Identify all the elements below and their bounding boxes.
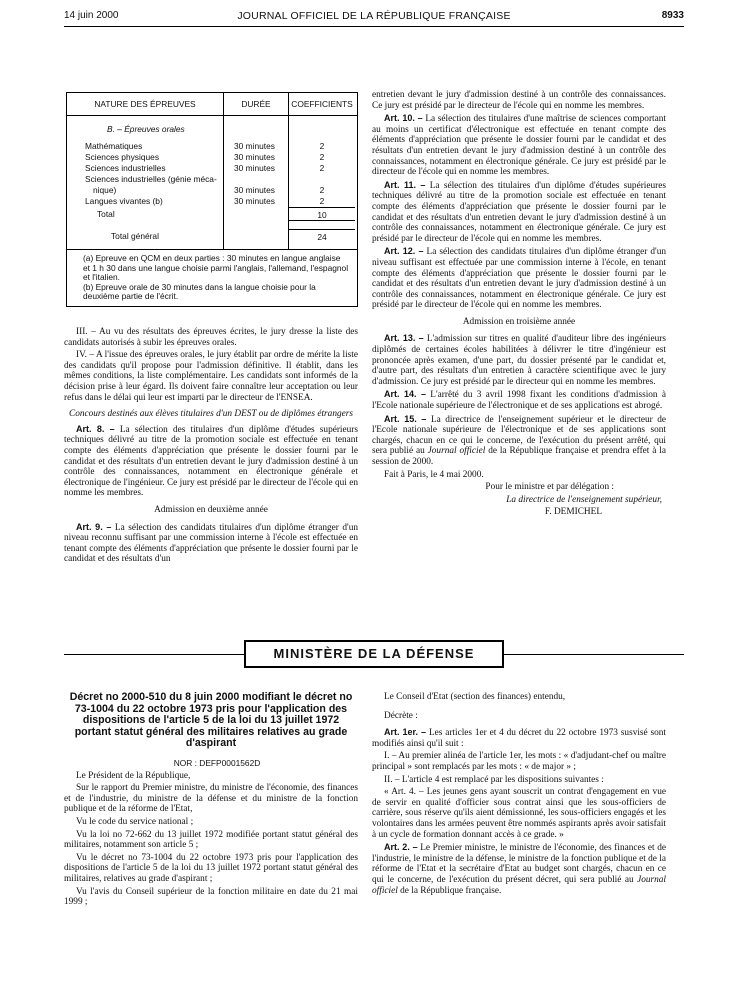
article-9-continued: entretien devant le jury d'admission destiné à un contrôle des connaissances. Ce jury est présidé par le directeur de l'école qui en nomme les membres. xyxy=(372,90,666,111)
decree-president: Le Président de la République, xyxy=(76,770,191,781)
table-row xyxy=(67,185,357,196)
table-grand-total-row xyxy=(67,229,357,243)
exam-table xyxy=(66,92,358,307)
decree-right-column xyxy=(372,692,666,898)
table-cell-coef xyxy=(289,174,355,185)
paragraph-iii: III. – Au vu des résultats des épreuves écrites, le jury dresse la liste des candidats autorisés à subir les épreuves orales. xyxy=(64,327,358,348)
table-row xyxy=(67,196,357,207)
decree-art-4-text: « Art. 4. – Les jeunes gens ayant souscrit un contrat d'engagement en vue de servir en qualité d'officier sous contrat ainsi que les sous-officiers de carrière, sous réserve qu'ils aient démissionné, les sous-officiers engagés et les volontaires dans les armées peuvent être nommés aspirants après avoir satisfait à un cycle de formation donnant accès à ce grade. » xyxy=(372,787,666,840)
table-cell-label: Sciences physiques xyxy=(67,152,224,163)
table-header-duree: DURÉE xyxy=(224,93,289,115)
table-section-title: B. – Épreuves orales xyxy=(67,124,224,135)
right-column xyxy=(372,90,666,520)
table-grand-total-label: Total général xyxy=(67,229,224,243)
table-note-a: (a) Epreuve en QCM en deux parties : 30 minutes en langue anglaise et 1 h 30 dans une langue choisie parmi l'anglais, l'allemand, l'espagnol et l'italien. xyxy=(83,253,349,283)
section-admission-3: Admission en troisième année xyxy=(462,316,576,327)
decree-title: Décret no 2000-510 du 8 juin 2000 modifiant le décret no 73-1004 du 22 octobre 1973 pris pour l'application des dispositions de l'article 5 de la loi du 13 juillet 1972 portant statut général des militaires relatives au grade d'aspirant xyxy=(69,691,353,750)
decree-nor: NOR : DEFP0001562D xyxy=(173,757,261,768)
table-cell-label: nique) xyxy=(67,185,224,196)
article-8: Art. 8. – La sélection des titulaires d'un diplôme d'études supérieurs techniques délivré au titre de la promotion sociale est effectuée en tenant compte des éléments d'appréciation que présente le dossier fourni par le candidat et des résultats d'un entretien devant le jury d'admission destiné à un contrôle des connaissances, notamment en électronique générale et électronique de l'ingénieur. Ce jury est présidé par le directeur de l'école qui en nomme les membres. xyxy=(64,423,359,499)
decree-left-column xyxy=(64,692,358,910)
table-cell-duration xyxy=(224,174,289,185)
header-date: 14 juin 2000 xyxy=(64,10,119,21)
table-total-row xyxy=(67,207,357,221)
header-rule xyxy=(64,26,684,27)
article-12: Art. 12. – La sélection des candidats titulaires d'un diplôme étranger d'un niveau suffisant est effectuée par une commission interne à l'école, en tenant compte des éléments d'appréciation que présente le dossier fourni par le candidat et des résultats d'un entretien devant le jury d'admission destiné à un contrôle des connaissances, notamment en électronique générale. Ce jury est présidé par le directeur de l'école qui en nomme les membres. xyxy=(372,246,666,311)
decree-article-1: Art. 1er. – Les articles 1er et 4 du décret du 22 octobre 1973 susvisé sont modifiés ainsi qu'il suit : xyxy=(372,727,667,749)
table-cell-duration: 30 minutes xyxy=(224,141,289,152)
decree-vu-code: Vu le code du service national ; xyxy=(76,816,194,827)
page-header xyxy=(64,10,684,26)
header-journal-title: JOURNAL OFFICIEL DE LA RÉPUBLIQUE FRANÇAISE xyxy=(237,10,511,22)
table-cell-duration: 30 minutes xyxy=(224,163,289,174)
left-column xyxy=(64,327,358,567)
table-cell-duration: 30 minutes xyxy=(224,196,289,207)
table-grand-total-value: 24 xyxy=(289,229,355,243)
section-concours: Concours destinés aux élèves titulaires d'un DEST ou de diplômes étrangers xyxy=(69,409,353,420)
article-15: Art. 15. – La directrice de l'enseignement supérieur et le directeur de l'Ecole nationale supérieure de l'électronique et de ses applications sont chargés, chacun en ce qui le concerne, de l'exécution du présent arrêté, qui sera publié au Journal officiel de la République française et prendra effet à la session de 2000. xyxy=(372,413,666,467)
article-13: Art. 13. – L'admission sur titres en qualité d'auditeur libre des ingénieurs diplômés de certaines écoles habilitées à délivrer le titre d'ingénieur est prononcée après examen, d'une part, du dossier présenté par le candidat et, d'autre part, des résultats d'un entretien à caractère scientifique avec le jury d'admission. Ce jury est présidé par le directeur qui en nomme les membres. xyxy=(372,333,667,387)
fait-a-paris: Fait à Paris, le 4 mai 2000. xyxy=(384,469,484,480)
table-header-coef: COEFFICIENTS xyxy=(291,99,353,109)
table-cell-label: Langues vivantes (b) xyxy=(67,196,224,207)
decree-rapport: Sur le rapport du Premier ministre, du ministre de l'économie, des finances et de l'industrie, du ministre de la défense et du ministre de la fonction publique et de la réforme de l'Etat, xyxy=(64,783,358,815)
table-cell-coef: 2 xyxy=(319,185,325,195)
article-14: Art. 14. – L'arrêté du 3 avril 1998 fixant les conditions d'admission à l'Ecole nationale supérieure de l'électronique et de ses applications est abrogé. xyxy=(372,389,667,412)
section-admission-2: Admission en deuxième année xyxy=(154,504,268,515)
signature-line-2: La directrice de l'enseignement supérieur, xyxy=(506,494,662,505)
decree-vu-avis: Vu l'avis du Conseil supérieur de la fonction militaire en date du 21 mai 1999 ; xyxy=(64,886,358,908)
table-note-b: (b) Epreuve orale de 30 minutes dans la langue choisie pour la deuxième partie de l'écrit. xyxy=(83,281,316,302)
table-row xyxy=(67,163,357,174)
table-cell-label: Mathématiques xyxy=(67,141,224,152)
table-total-value: 10 xyxy=(289,207,355,221)
table-row xyxy=(67,174,357,185)
table-cell-duration: 30 minutes xyxy=(224,185,289,196)
signature-line-1: Pour le ministre et par délégation : xyxy=(485,482,614,493)
decree-article-2: Art. 2. – Le Premier ministre, le ministre de l'économie, des finances et de l'industrie, le ministre de la défense, le ministre de la fonction publique et de la réforme de l'Etat et la secrétaire d'Etat au budget sont chargés, chacun en ce qui le concerne, de l'exécution du présent décret, qui sera publié au Journal officiel de la République française. xyxy=(372,842,666,896)
table-cell-duration: 30 minutes xyxy=(224,152,289,163)
decree-item-i: I. – Au premier alinéa de l'article 1er, les mots : « d'adjudant-chef ou maître principal » sont remplacés par les mots : « de major » ; xyxy=(372,751,666,772)
table-cell-label: Sciences industrielles (génie méca- xyxy=(67,174,224,185)
ministry-title: MINISTÈRE DE LA DÉFENSE xyxy=(244,640,504,668)
table-cell-coef: 2 xyxy=(319,163,325,173)
article-11: Art. 11. – La sélection des titulaires d'un diplôme d'études supérieures techniques délivré au titre de la promotion sociale est effectuée en tenant compte des éléments d'appréciation que présente le dossier fourni par le candidat et des résultats d'un entretien devant le jury d'admission destiné à un contrôle des connaissances, notamment en électronique générale. Ce jury est présidé par le directeur de l'école qui en nomme les membres. xyxy=(372,179,667,244)
table-cell-coef: 2 xyxy=(319,152,325,162)
signature-name: F. DEMICHEL xyxy=(544,507,602,518)
table-total-label: Total xyxy=(67,207,224,221)
decree-vu-loi: Vu la loi no 72-662 du 13 juillet 1972 modifiée portant statut général des militaires, notamment son article 5 ; xyxy=(64,829,358,851)
table-cell-coef: 2 xyxy=(319,196,325,206)
decree-conseil: Le Conseil d'Etat (section des finances) entendu, xyxy=(384,692,566,702)
decree-decrete: Décrète : xyxy=(384,710,418,721)
decree-item-ii: II. – L'article 4 est remplacé par les dispositions suivantes : xyxy=(384,774,604,785)
table-cell-coef: 2 xyxy=(319,141,325,151)
article-9: Art. 9. – La sélection des candidats titulaires d'un diplôme étranger d'un niveau reconnu suffisant par une commission interne à l'école est effectuée en tenant compte des éléments d'appréciation que présente le dossier fourni par le candidat et des résultats d'un xyxy=(64,521,359,565)
article-10: Art. 10. – La sélection des titulaires d'une maîtrise de sciences comportant au moins un certificat d'électronique est effectuée en tenant compte des éléments d'appréciation que présente le dossier fourni par le candidat et des résultats d'un entretien devant le jury d'admission destiné à un contrôle des connaissances, notamment en électronique générale. Ce jury est présidé par le directeur de l'école qui en nomme les membres. xyxy=(372,113,666,178)
decree-vu-decret: Vu le décret no 73-1004 du 22 octobre 1973 pris pour l'application des dispositions de l'article 5 de la loi du 13 juillet 1972 portant statut général des militaires, relatives au grade d'aspirant ; xyxy=(64,852,358,884)
table-row xyxy=(67,141,357,152)
table-header-row xyxy=(67,93,357,116)
table-cell-label: Sciences industrielles xyxy=(67,163,224,174)
table-row xyxy=(67,152,357,163)
table-header-nature: NATURE DES ÉPREUVES xyxy=(67,93,224,115)
table-notes xyxy=(67,249,357,306)
paragraph-iv: IV. – A l'issue des épreuves orales, le jury établit par ordre de mérite la liste des candidats qu'il propose pour l'admission définitive. Il établit, dans les mêmes conditions, la liste complémentaire. Les candidats sont informés de la décision prise à leur égard. Ils doivent faire connaître leur acceptation ou leur refus dans le délai qui leur est imparti par le directeur de l'ENSEA. xyxy=(64,350,358,403)
header-page-number: 8933 xyxy=(661,10,684,21)
